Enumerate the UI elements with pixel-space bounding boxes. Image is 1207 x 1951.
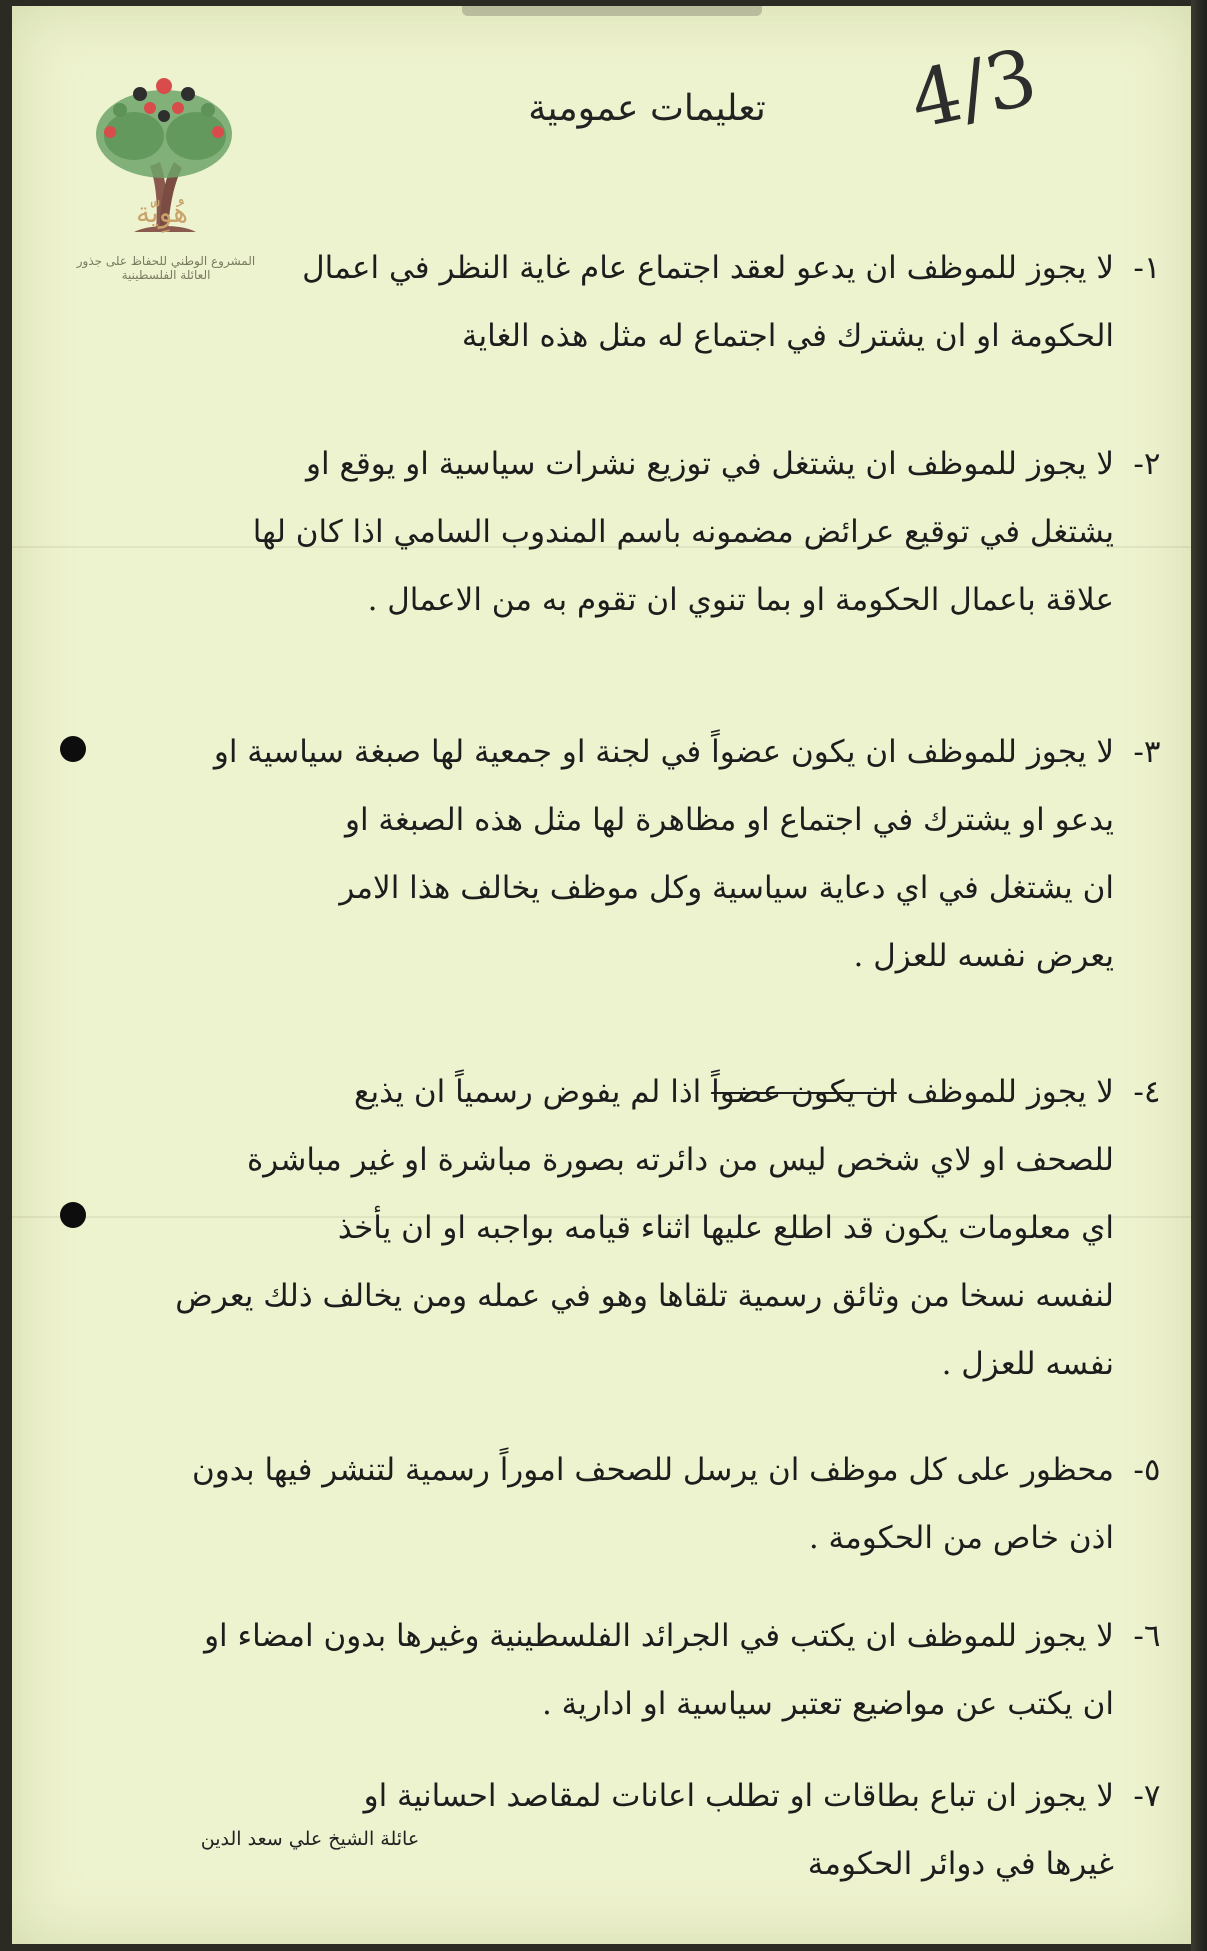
punch-hole xyxy=(60,1202,86,1228)
item-line: اي معلومات يكون قد اطلع عليها اثناء قيامه بواجبه او ان يأخذ xyxy=(337,1210,1114,1246)
item-line: يدعو او يشترك في اجتماع او مظاهرة لها مثل هذه الصبغة او xyxy=(344,802,1114,838)
item-number: ٢- xyxy=(1133,446,1161,482)
item-line: يشتغل في توقيع عرائض مضمونه باسم المندوب السامي اذا كان لها xyxy=(252,514,1114,550)
document-sheet xyxy=(12,6,1192,1944)
item-line: لا يجوز للموظف ان يدعو لعقد اجتماع عام غاية النظر في اعمال xyxy=(302,250,1114,286)
page-title: تعليمات عمومية xyxy=(528,88,766,129)
item-number: ١- xyxy=(1133,250,1161,286)
item-line: اذن خاص من الحكومة . xyxy=(808,1520,1114,1556)
item-line: ان يشتغل في اي دعاية سياسية وكل موظف يخالف هذا الامر xyxy=(339,870,1114,906)
item-line: لا يجوز ان تباع بطاقات او تطلب اعانات لمقاصد احسانية او xyxy=(363,1778,1114,1814)
item-number: ٥- xyxy=(1133,1452,1161,1488)
punch-hole xyxy=(60,736,86,762)
list-item xyxy=(252,430,1161,634)
item-line: لا يجوز للموظف ان يشتغل في توزيع نشرات سياسية او يوقع او xyxy=(306,446,1114,482)
scan-edge xyxy=(1191,0,1207,1951)
item-number: ٤- xyxy=(1133,1074,1161,1110)
list-item xyxy=(302,234,1161,370)
item-number: ٣- xyxy=(1133,734,1161,770)
item-line: محظور على كل موظف ان يرسل للصحف اموراً رسمية لتنشر فيها بدون xyxy=(191,1452,1114,1488)
item-line: لا يجوز للموظف ان يكون عضواً اذا لم يفوض رسمياً ان يذيع xyxy=(353,1074,1114,1110)
logo-name: هُوِيّة xyxy=(135,196,189,229)
item-line: ان يكتب عن مواضيع تعتبر سياسية او ادارية . xyxy=(541,1686,1114,1722)
item-line: علاقة باعمال الحكومة او بما تنوي ان تقوم به من الاعمال . xyxy=(367,582,1114,618)
list-item xyxy=(363,1762,1161,1898)
item-number: ٦- xyxy=(1133,1618,1161,1654)
signature: عائلة الشيخ علي سعد الدين xyxy=(200,1828,420,1850)
list-item xyxy=(213,718,1161,990)
item-line: للصحف او لاي شخص ليس من دائرته بصورة مباشرة او غير مباشرة xyxy=(247,1142,1114,1178)
top-edge-mark xyxy=(462,6,762,16)
page-number: 4/3 xyxy=(902,32,1045,147)
item-number: ٧- xyxy=(1133,1778,1161,1814)
list-item xyxy=(191,1436,1161,1572)
item-line: يعرض نفسه للعزل . xyxy=(853,938,1114,974)
list-item xyxy=(204,1602,1161,1738)
item-line: لنفسه نسخا من وثائق رسمية تلقاها وهو في عمله ومن يخالف ذلك يعرض xyxy=(175,1278,1114,1314)
logo-tagline: المشروع الوطني للحفاظ على جذور العائلة الفلسطينية xyxy=(76,254,256,282)
item-line: الحكومة او ان يشترك في اجتماع له مثل هذه الغاية xyxy=(461,318,1114,354)
list-item xyxy=(175,1058,1161,1398)
item-line: لا يجوز للموظف ان يكتب في الجرائد الفلسطينية وغيرها بدون امضاء او xyxy=(204,1618,1114,1654)
item-line: نفسه للعزل . xyxy=(941,1346,1114,1382)
struck-text: ان يكون عضواً xyxy=(711,1074,897,1110)
item-line: لا يجوز للموظف ان يكون عضواً في لجنة او جمعية لها صبغة سياسية او xyxy=(213,734,1114,770)
item-line: غيرها في دوائر الحكومة xyxy=(807,1846,1114,1882)
